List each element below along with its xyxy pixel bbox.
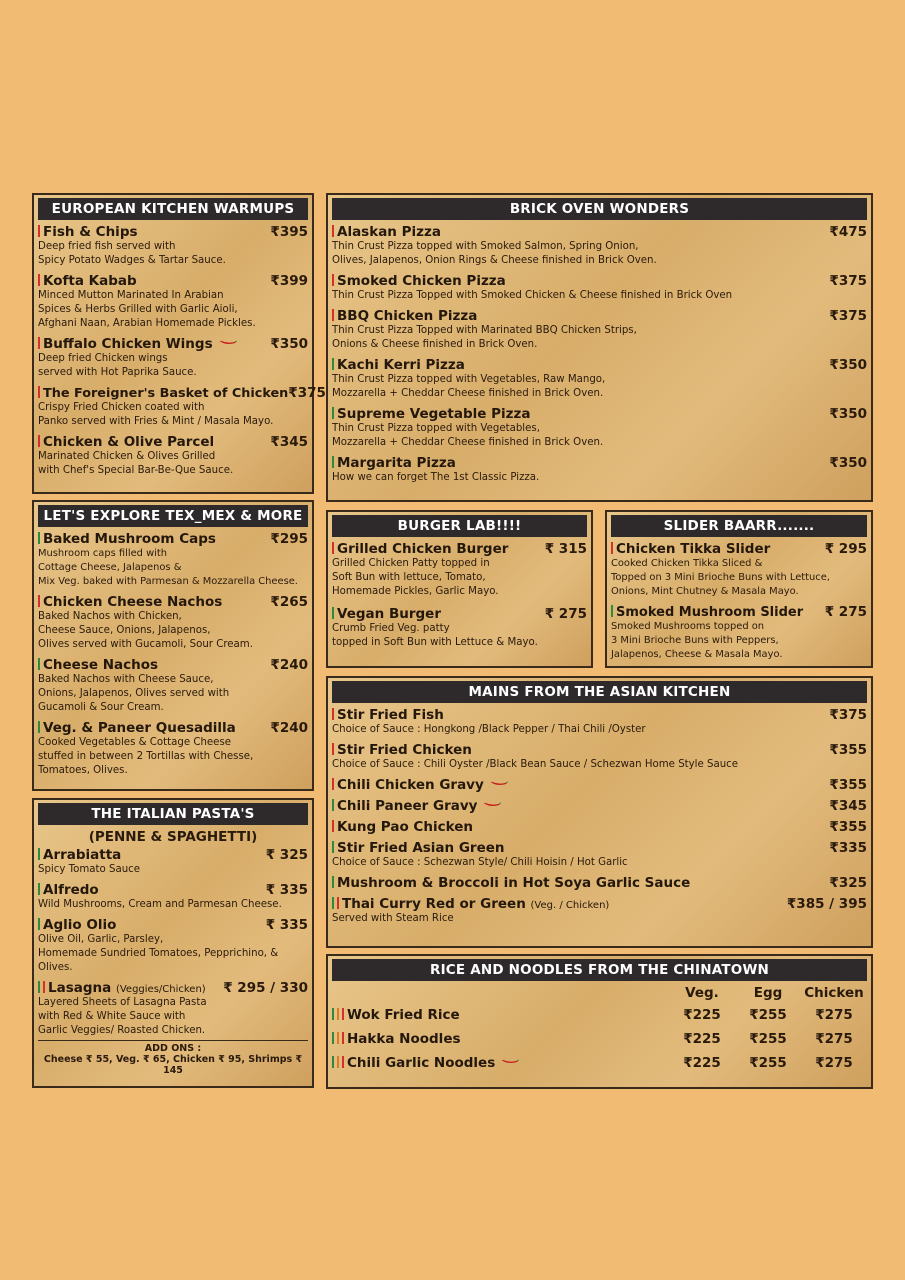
item-price: ₹ 295 (824, 541, 867, 557)
chili-icon (219, 340, 237, 346)
item-price: ₹345 (829, 798, 867, 814)
nonveg-marker-icon (43, 981, 45, 993)
item-desc: Wild Mushrooms, Cream and Parmesan Cheese. (38, 899, 282, 910)
menu-item (38, 720, 308, 778)
nonveg-marker-icon (332, 274, 334, 286)
nonveg-marker-icon (38, 386, 40, 398)
item-name: Stir Fried Asian Green (337, 840, 505, 856)
item-desc: Minced Mutton Marinated In Arabian Spices & Herbs Grilled with Garlic Aioli, Afghani Naan, Arabian Homemade Pickles. (38, 290, 256, 329)
item-price: ₹325 (829, 875, 867, 891)
item-name: Lasagna (48, 980, 112, 996)
nonveg-marker-icon (38, 337, 40, 349)
nonveg-marker-icon (38, 225, 40, 237)
texmex-section (32, 500, 314, 791)
item-desc: Thin Crust Pizza topped with Vegetables, Mozzarella + Cheddar Cheese finished in Brick Oven. (332, 423, 604, 448)
item-price: ₹350 (829, 455, 867, 471)
item-desc: Baked Nachos with Chicken, Cheese Sauce, Onions, Jalapenos, Olives served with Gucamoli, Sour Cream. (38, 611, 253, 650)
veg-marker-icon (332, 876, 334, 888)
menu-item (332, 707, 867, 737)
pasta-section (32, 798, 314, 1088)
table-row (332, 1031, 867, 1047)
item-price: ₹375 (288, 385, 326, 401)
item-price: ₹240 (270, 720, 308, 736)
veg-marker-icon (38, 883, 40, 895)
item-desc: How we can forget The 1st Classic Pizza. (332, 472, 540, 483)
section-title: BRICK OVEN WONDERS (332, 198, 867, 220)
item-note: (Veggies/Chicken) (115, 984, 206, 995)
nonveg-marker-icon (332, 309, 334, 321)
menu-item (332, 273, 867, 303)
menu-item (332, 819, 867, 835)
table-row (332, 1007, 867, 1023)
nonveg-marker-icon (342, 1008, 344, 1020)
nonveg-marker-icon (337, 897, 339, 909)
nonveg-marker-icon (332, 820, 334, 832)
price-egg: ₹255 (749, 1055, 787, 1071)
menu-item (38, 531, 308, 589)
price-chicken: ₹275 (815, 1007, 853, 1023)
addons-title: ADD ONS : (144, 1043, 202, 1054)
section-subtitle: (PENNE & SPAGHETTI) (88, 829, 258, 845)
item-price: ₹ 295 / 330 (223, 980, 308, 996)
item-name: Kung Pao Chicken (337, 819, 473, 835)
item-name: Supreme Vegetable Pizza (337, 406, 531, 422)
egg-marker-icon (337, 1032, 339, 1044)
section-title: LET'S EXPLORE TEX_MEX & MORE (38, 505, 308, 527)
section-title: EUROPEAN KITCHEN WARMUPS (38, 198, 308, 220)
menu-item (332, 777, 867, 793)
item-desc: Thin Crust Pizza Topped with Marinated BBQ Chicken Strips, Onions & Cheese finished in Brick Oven. (332, 325, 637, 350)
item-desc: Grilled Chicken Patty topped in Soft Bun with lettuce, Tomato, Homemade Pickles, Garlic Mayo. (332, 558, 499, 597)
item-name: Stir Fried Fish (337, 707, 444, 723)
price-egg: ₹255 (749, 1031, 787, 1047)
asian-section (326, 676, 873, 948)
item-price: ₹ 275 (544, 606, 587, 622)
menu-item (38, 434, 308, 478)
item-name: BBQ Chicken Pizza (337, 308, 478, 324)
item-desc: Crispy Fried Chicken coated with Panko served with Fries & Mint / Masala Mayo. (38, 402, 274, 427)
item-price: ₹355 (829, 777, 867, 793)
veg-marker-icon (332, 607, 334, 619)
item-desc: Spicy Tomato Sauce (38, 864, 141, 875)
item-name: Alfredo (43, 882, 99, 898)
item-name: Smoked Chicken Pizza (337, 273, 506, 289)
item-price: ₹375 (829, 707, 867, 723)
item-desc: Smoked Mushrooms topped on 3 Mini Brioche Buns with Peppers, Jalapenos, Cheese & Masala Mayo. (611, 621, 783, 660)
price-veg: ₹225 (683, 1055, 721, 1071)
item-name: Wok Fried Rice (347, 1007, 460, 1023)
menu-item (38, 224, 308, 268)
nonveg-marker-icon (332, 778, 334, 790)
nonveg-marker-icon (332, 542, 334, 554)
item-name: Grilled Chicken Burger (337, 541, 509, 557)
veg-marker-icon (332, 358, 334, 370)
item-name: Cheese Nachos (43, 657, 159, 673)
item-price: ₹240 (270, 657, 308, 673)
item-desc: Cooked Chicken Tikka Sliced & Topped on 3 Mini Brioche Buns with Lettuce, Onions, Mint Chutney & Masala Mayo. (611, 558, 830, 597)
column-header: Veg. (685, 985, 719, 1001)
menu-item (611, 604, 867, 662)
item-desc: Thin Crust Pizza topped with Vegetables, Raw Mango, Mozzarella + Cheddar Cheese finished in Brick Oven. (332, 374, 606, 399)
nonveg-marker-icon (38, 435, 40, 447)
item-name: Hakka Noodles (347, 1031, 461, 1047)
menu-item (332, 406, 867, 450)
veg-marker-icon (38, 918, 40, 930)
addons (38, 1040, 308, 1076)
item-name: Arrabiatta (43, 847, 122, 863)
veg-marker-icon (611, 605, 613, 617)
item-price: ₹ 275 (824, 604, 867, 620)
item-name: Veg. & Paneer Quesadilla (43, 720, 236, 736)
item-name: Aglio Olio (43, 917, 117, 933)
menu-item (38, 917, 308, 975)
veg-marker-icon (332, 456, 334, 468)
item-price: ₹350 (270, 336, 308, 352)
menu-item (332, 875, 867, 891)
item-price: ₹375 (829, 308, 867, 324)
egg-marker-icon (337, 1056, 339, 1068)
item-name: Fish & Chips (43, 224, 138, 240)
section-title: SLIDER BAARR....... (611, 515, 867, 537)
price-veg: ₹225 (683, 1031, 721, 1047)
menu-item (332, 224, 867, 268)
item-price: ₹ 315 (544, 541, 587, 557)
menu-item (332, 606, 587, 650)
european-section (32, 193, 326, 494)
item-name: Chili Paneer Gravy (337, 798, 478, 814)
menu-item (38, 336, 308, 380)
veg-marker-icon (38, 658, 40, 670)
veg-marker-icon (332, 897, 334, 909)
item-desc: Layered Sheets of Lasagna Pasta with Red & White Sauce with Garlic Veggies/ Roasted Chicken. (38, 997, 207, 1036)
section-title: MAINS FROM THE ASIAN KITCHEN (332, 681, 867, 703)
item-desc: Marinated Chicken & Olives Grilled with Chef's Special Bar-Be-Que Sauce. (38, 451, 234, 476)
nonveg-marker-icon (38, 595, 40, 607)
item-name: Buffalo Chicken Wings (43, 336, 213, 352)
item-name: Margarita Pizza (337, 455, 456, 471)
item-price: ₹355 (829, 819, 867, 835)
menu-item (332, 896, 867, 926)
menu-item (38, 980, 308, 1038)
section-title: BURGER LAB!!!! (332, 515, 587, 537)
menu-item (38, 273, 308, 331)
item-desc: Crumb Fried Veg. patty topped in Soft Bun with Lettuce & Mayo. (332, 623, 538, 648)
item-price: ₹350 (829, 357, 867, 373)
menu-item (38, 657, 308, 715)
item-price: ₹375 (829, 273, 867, 289)
item-price: ₹335 (829, 840, 867, 856)
item-name: Smoked Mushroom Slider (616, 605, 804, 620)
veg-marker-icon (38, 981, 40, 993)
price-egg: ₹255 (749, 1007, 787, 1023)
veg-marker-icon (332, 799, 334, 811)
item-desc: Olive Oil, Garlic, Parsley, Homemade Sundried Tomatoes, Pepprichino, & Olives. (38, 934, 279, 973)
item-name: Alaskan Pizza (337, 224, 441, 240)
column-header: Egg (753, 985, 783, 1001)
menu-item (332, 798, 867, 814)
item-name: Chicken Cheese Nachos (43, 594, 223, 610)
item-price: ₹399 (270, 273, 308, 289)
column-header: Chicken (804, 985, 864, 1001)
item-name: The Foreigner's Basket of Chicken (43, 386, 289, 401)
item-price: ₹295 (270, 531, 308, 547)
addons-list: Cheese ₹ 55, Veg. ₹ 65, Chicken ₹ 95, Shrimps ₹ 145 (43, 1054, 303, 1076)
item-desc: Cooked Vegetables & Cottage Cheese stuffed in between 2 Tortillas with Chesse, Tomatoes, Olives. (38, 737, 254, 776)
item-name: Stir Fried Chicken (337, 742, 472, 758)
item-name: Vegan Burger (337, 606, 441, 622)
item-desc: Choice of Sauce : Hongkong /Black Pepper / Thai Chili /Oyster (332, 724, 646, 735)
section-title: THE ITALIAN PASTA'S (38, 803, 308, 825)
item-desc: Choice of Sauce : Chili Oyster /Black Bean Sauce / Schezwan Home Style Sauce (332, 759, 739, 770)
section-title: RICE AND NOODLES FROM THE CHINATOWN (332, 959, 867, 981)
item-desc: Thin Crust Pizza topped with Smoked Salmon, Spring Onion, Olives, Jalapenos, Onion Rings & Cheese finished in Brick Oven. (332, 241, 657, 266)
item-desc: Choice of Sauce : Schezwan Style/ Chili Hoisin / Hot Garlic (332, 857, 628, 868)
price-chicken: ₹275 (815, 1031, 853, 1047)
item-price: ₹265 (270, 594, 308, 610)
veg-marker-icon (38, 721, 40, 733)
item-name: Chicken Tikka Slider (616, 541, 771, 557)
menu-item (38, 594, 308, 652)
brick-oven-section (326, 193, 873, 502)
menu-item (332, 840, 867, 870)
menu-item (38, 385, 326, 429)
nonveg-marker-icon (332, 225, 334, 237)
menu-item (332, 455, 867, 485)
item-name: Chili Garlic Noodles (347, 1055, 496, 1071)
menu-item (611, 541, 867, 599)
menu-item (38, 882, 308, 912)
nonveg-marker-icon (332, 708, 334, 720)
menu-item (38, 847, 308, 877)
item-name: Chicken & Olive Parcel (43, 434, 215, 450)
veg-marker-icon (38, 848, 40, 860)
burger-section (326, 510, 593, 668)
nonveg-marker-icon (611, 542, 613, 554)
item-name: Kachi Kerri Pizza (337, 357, 465, 373)
item-name: Baked Mushroom Caps (43, 531, 216, 547)
price-veg: ₹225 (683, 1007, 721, 1023)
slider-section (605, 510, 873, 668)
menu-item (332, 308, 867, 352)
veg-marker-icon (332, 1008, 334, 1020)
table-row (332, 1055, 867, 1071)
chili-icon (483, 802, 501, 808)
item-price: ₹355 (829, 742, 867, 758)
item-name: Thai Curry Red or Green (342, 896, 526, 912)
item-price: ₹ 335 (265, 917, 308, 933)
veg-marker-icon (332, 1032, 334, 1044)
item-desc: Baked Nachos with Cheese Sauce, Onions, Jalapenos, Olives served with Gucamoli & Sour Cream. (38, 674, 230, 713)
price-table (332, 985, 867, 1001)
item-price: ₹350 (829, 406, 867, 422)
nonveg-marker-icon (332, 743, 334, 755)
item-price: ₹ 325 (265, 847, 308, 863)
menu-item (332, 742, 867, 772)
chili-icon (501, 1059, 519, 1065)
item-name: Chili Chicken Gravy (337, 777, 484, 793)
nonveg-marker-icon (342, 1056, 344, 1068)
nonveg-marker-icon (342, 1032, 344, 1044)
veg-marker-icon (332, 841, 334, 853)
item-name: Kofta Kabab (43, 273, 137, 289)
chili-icon (490, 781, 508, 787)
item-desc: Thin Crust Pizza Topped with Smoked Chicken & Cheese finished in Brick Oven (332, 290, 733, 301)
item-price: ₹ 335 (265, 882, 308, 898)
menu-item (332, 357, 867, 401)
item-desc: Served with Steam Rice (332, 913, 454, 924)
item-price: ₹475 (829, 224, 867, 240)
veg-marker-icon (38, 532, 40, 544)
price-chicken: ₹275 (815, 1055, 853, 1071)
veg-marker-icon (332, 1056, 334, 1068)
item-note: (Veg. / Chicken) (530, 900, 610, 911)
nonveg-marker-icon (38, 274, 40, 286)
rice-noodles-section (326, 954, 873, 1089)
egg-marker-icon (337, 1008, 339, 1020)
item-price: ₹345 (270, 434, 308, 450)
menu-item (332, 541, 587, 599)
item-desc: Deep fried Chicken wings served with Hot Paprika Sauce. (38, 353, 197, 378)
item-price: ₹395 (270, 224, 308, 240)
item-desc: Deep fried fish served with Spicy Potato Wadges & Tartar Sauce. (38, 241, 226, 266)
veg-marker-icon (332, 407, 334, 419)
item-price: ₹385 / 395 (786, 896, 867, 912)
item-name: Mushroom & Broccoli in Hot Soya Garlic Sauce (337, 875, 691, 891)
item-desc: Mushroom caps filled with Cottage Cheese, Jalapenos & Mix Veg. baked with Parmesan & Mozzarella Cheese. (38, 548, 298, 587)
